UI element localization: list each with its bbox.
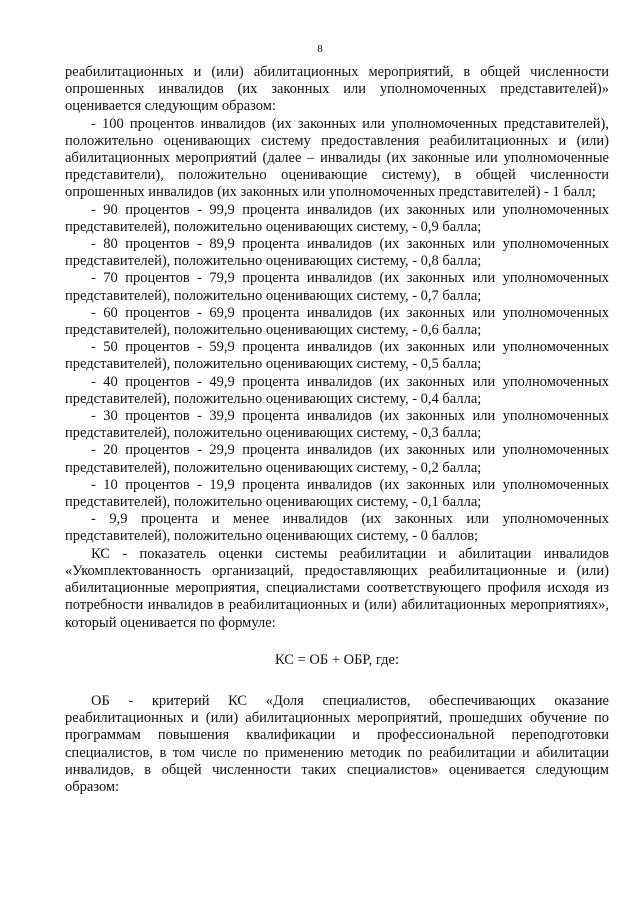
list-item-80-percent: - 80 процентов - 89,9 процента инвалидов (их законных или уполномоченных представителей), положительно оценивающих систему, - 0,8 балла; xyxy=(65,236,609,270)
list-item-60-percent: - 60 процентов - 69,9 процента инвалидов (их законных или уполномоченных представителей), положительно оценивающих систему, - 0,6 балла; xyxy=(65,304,609,339)
list-item-100-percent: - 100 процентов инвалидов (их законных или уполномоченных представителей), положительно оценивающих систему предоставления реабилитационных и (или) абилитационных мероприятий (далее – инвалиды (их законные или уполномоченные представители), положительно оценивающие систему), в общей численности опрошенных инвалидов (их законных или уполномоченных представителей) - 1 балл; xyxy=(65,115,609,201)
paragraph-intro-continuation: реабилитационных и (или) абилитационных мероприятий, в общей численности опрошенных инвалидов (их законных или уполномоченных представителей)» оценивается следующим образом: xyxy=(65,64,609,115)
paragraph-ks-definition: КС - показатель оценки системы реабилитации и абилитации инвалидов «Укомплектованность организаций, предоставляющих реабилитационные и (или) абилитационные мероприятия, специалистами соответствующего профиля исходя из потребности инвалидов в реабилитационных и (или) абилитационных мероприятиях», который оценивается по формуле: xyxy=(65,545,609,631)
formula: КС = ОБ + ОБР, где: xyxy=(274,651,399,668)
list-item-40-percent: - 40 процентов - 49,9 процента инвалидов (их законных или уполномоченных представителей), положительно оценивающих систему, - 0,4 балла; xyxy=(65,373,609,407)
list-item-70-percent: - 70 процентов - 79,9 процента инвалидов (их законных или уполномоченных представителей), положительно оценивающих систему, - 0,7 балла; xyxy=(65,270,609,304)
list-item-20-percent: - 20 процентов - 29,9 процента инвалидов (их законных или уполномоченных представителей), положительно оценивающих систему, - 0,2 балла; xyxy=(65,442,609,476)
list-item-30-percent: - 30 процентов - 39,9 процента инвалидов (их законных или уполномоченных представителей), положительно оценивающих систему, - 0,3 балла; xyxy=(65,408,609,442)
list-item-50-percent: - 50 процентов - 59,9 процента инвалидов (их законных или уполномоченных представителей), положительно оценивающих систему, - 0,5 балла; xyxy=(65,339,609,373)
page-number: 8 xyxy=(317,43,323,55)
paragraph-ob-definition: ОБ - критерий КС «Доля специалистов, обеспечивающих оказание реабилитационных и (или) абилитационных мероприятий, прошедших обучение по программам повышения квалификации и профессиональной переподготовки специалистов, в том числе по применению методик по реабилитации и абилитации инвалидов, в общей численности таких специалистов» оценивается следующим образом: xyxy=(65,692,609,795)
document-body xyxy=(65,64,609,796)
list-item-9-9-percent: - 9,9 процента и менее инвалидов (их законных или уполномоченных представителей), положительно оценивающих систему, - 0 баллов; xyxy=(65,511,609,545)
list-item-90-percent: - 90 процентов - 99,9 процента инвалидов (их законных или уполномоченных представителей), положительно оценивающих систему, - 0,9 балла; xyxy=(65,201,609,235)
list-item-10-percent: - 10 процентов - 19,9 процента инвалидов (их законных или уполномоченных представителей), положительно оценивающих систему, - 0,1 балла; xyxy=(65,476,609,511)
